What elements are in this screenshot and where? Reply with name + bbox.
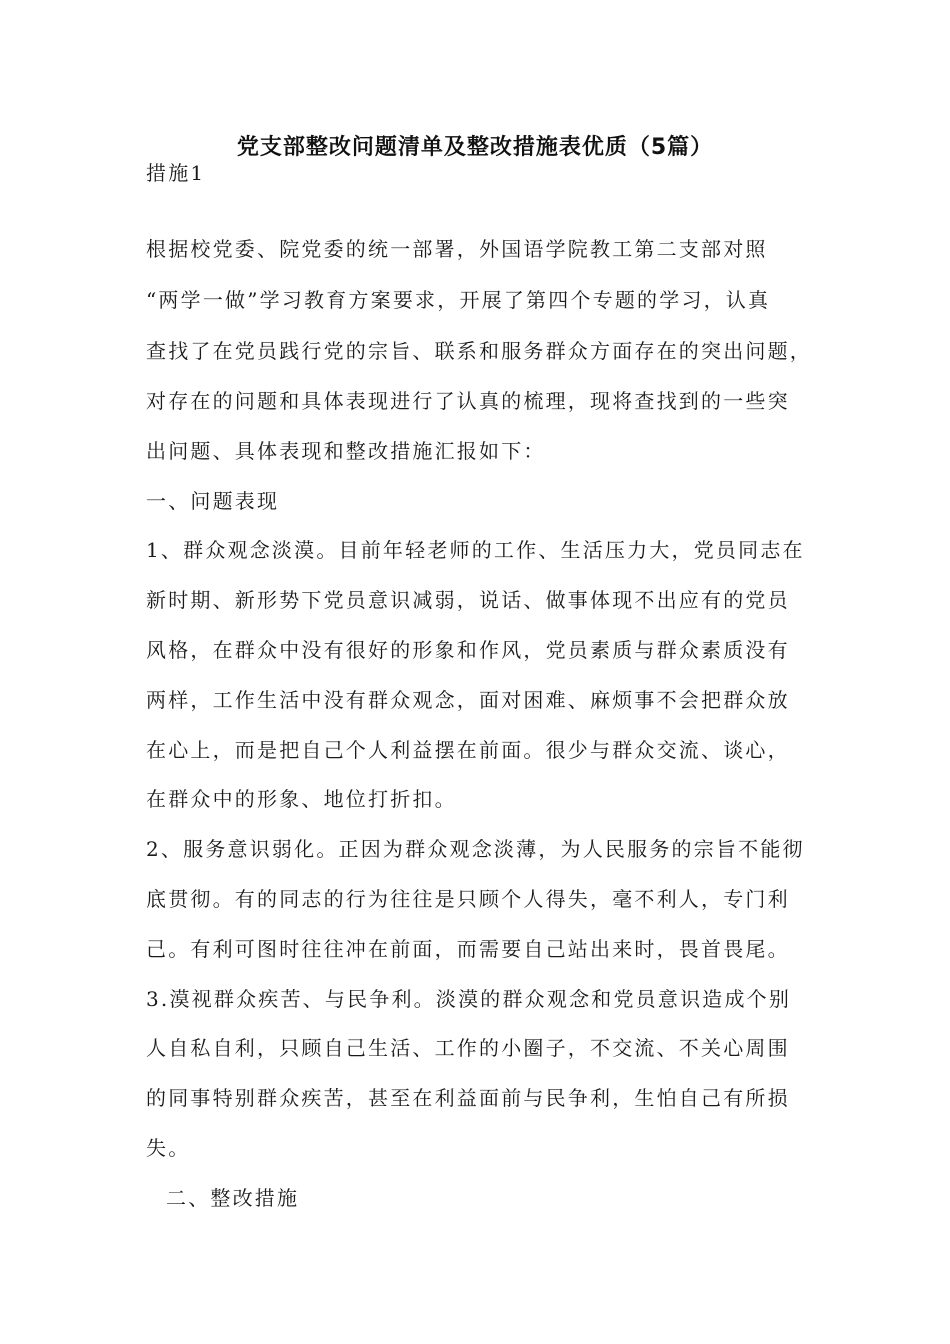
- section-heading-measures: 二、整改措施: [166, 1186, 300, 1210]
- paragraph-line: 的同事特别群众疾苦，甚至在利益面前与民争利，生怕自己有所损: [146, 1086, 790, 1110]
- paragraph-line: 人自私自利，只顾自己生活、工作的小圈子，不交流、不关心周围: [146, 1036, 790, 1060]
- paragraph-line: 出问题、具体表现和整改措施汇报如下：: [146, 439, 546, 463]
- paragraph-line: 两样，工作生活中没有群众观念，面对困难、麻烦事不会把群众放: [146, 688, 790, 712]
- paragraph-line: 失。: [146, 1136, 191, 1160]
- section-heading-problems: 一、问题表现: [146, 489, 280, 513]
- paragraph-line: 根据校党委、院党委的统一部署，外国语学院教工第二支部对照: [146, 237, 768, 261]
- paragraph-line: 己。有利可图时往往冲在前面，而需要自己站出来时，畏首畏尾。: [146, 937, 790, 961]
- paragraph-line: 新时期、新形势下党员意识减弱，说话、做事体现不出应有的党员: [146, 588, 790, 612]
- paragraph-line: 3.漠视群众疾苦、与民争利。淡漠的群众观念和党员意识造成个别: [146, 987, 792, 1011]
- paragraph-line: 查找了在党员践行党的宗旨、联系和服务群众方面存在的突出问题，: [146, 339, 812, 363]
- paragraph-line: 底贯彻。有的同志的行为往往是只顾个人得失，毫不利人，专门利: [146, 887, 790, 911]
- section-label-measure-1: 措施1: [146, 161, 206, 185]
- paragraph-line: 对存在的问题和具体表现进行了认真的梳理，现将查找到的一些突: [146, 389, 790, 413]
- paragraph-line: 2、服务意识弱化。正因为群众观念淡薄，为人民服务的宗旨不能彻: [146, 837, 805, 861]
- paragraph-line: 1、群众观念淡漠。目前年轻老师的工作、生活压力大，党员同志在: [146, 538, 805, 562]
- paragraph-line: 在心上，而是把自己个人利益摆在前面。很少与群众交流、谈心，: [146, 738, 790, 762]
- paragraph-line: 在群众中的形象、地位打折扣。: [146, 787, 457, 811]
- paragraph-line: 风格，在群众中没有很好的形象和作风，党员素质与群众素质没有: [146, 638, 790, 662]
- document-title: 党支部整改问题清单及整改措施表优质（5篇）: [236, 135, 714, 160]
- paragraph-line: “两学一做”学习教育方案要求，开展了第四个专题的学习，认真: [146, 288, 771, 312]
